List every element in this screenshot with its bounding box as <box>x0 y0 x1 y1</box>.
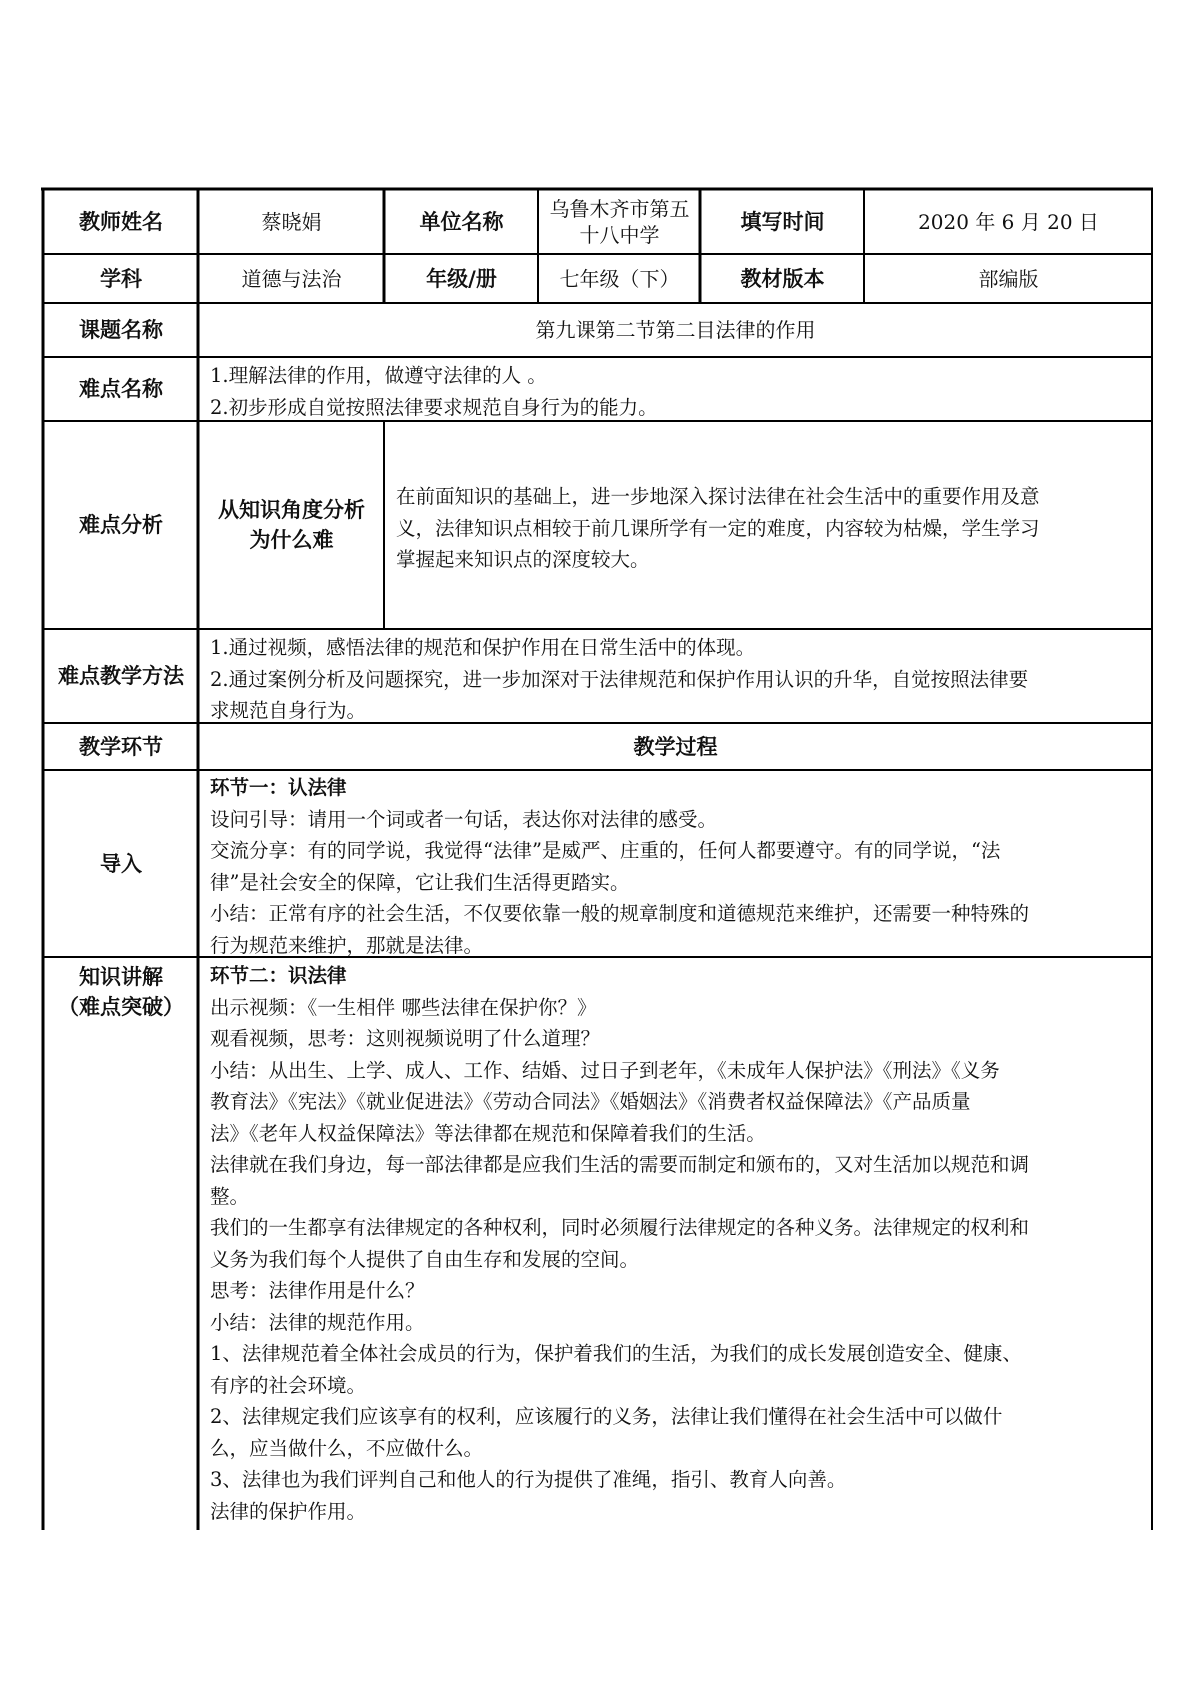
knowledge-line: 么，应当做什么，不应做什么。 <box>210 1436 484 1460</box>
grade-label: 年级/册 <box>426 266 497 291</box>
knowledge-line: 小结：从出生、上学、成人、工作、结婚、过日子到老年，《未成年人保护法》《刑法》《义务 <box>210 1058 1000 1082</box>
method-label: 难点教学方法 <box>58 664 184 688</box>
method-line: 2.通过案例分析及问题探究，进一步加深对于法律规范和保护作用认识的升华，自觉按照法律要 <box>210 667 1029 691</box>
fill-date-label: 填写时间 <box>740 210 825 234</box>
knowledge-line: 教育法》《宪法》《就业促进法》《劳动合同法》《婚姻法》《消费者权益保障法》《产品质量 <box>210 1090 971 1113</box>
difficulty-item: 2.初步形成自觉按照法律要求规范自身行为的能力。 <box>210 395 658 419</box>
analysis-text <box>396 481 1146 576</box>
intro-line: 行为规范来维护，那就是法律。 <box>210 933 484 957</box>
intro-line: 小结：正常有序的社会生活，不仅要依靠一般的规章制度和道德规范来维护，还需要一种特殊的 <box>210 902 1030 925</box>
difficulty-label: 难点名称 <box>79 377 163 401</box>
stage-header-label: 教学环节 <box>79 734 163 759</box>
analysis-sub-label-line1: 从知识角度分析 <box>218 498 365 522</box>
process-header-label: 教学过程 <box>633 734 718 759</box>
subject-label: 学科 <box>100 266 142 291</box>
analysis-sub-label-line2: 为什么难 <box>249 528 334 552</box>
knowledge-line: 义务为我们每个人提供了自由生存和发展的空间。 <box>210 1247 640 1271</box>
knowledge-line: 有序的社会环境。 <box>210 1373 367 1397</box>
knowledge-label-line1: 知识讲解 <box>79 965 163 989</box>
unit-name-label: 单位名称 <box>419 210 504 234</box>
intro-heading: 环节一：认法律 <box>210 776 347 799</box>
knowledge-label <box>45 962 197 1024</box>
intro-line: 设问引导：请用一个词或者一句话，表达你对法律的感受。 <box>210 807 718 831</box>
method-text <box>210 632 1145 727</box>
knowledge-line: 2、法律规定我们应该享有的权利，应该履行的义务，法律让我们懂得在社会生活中可以做什 <box>210 1405 1003 1428</box>
analysis-label: 难点分析 <box>79 513 163 537</box>
difficulty-list <box>210 360 1140 423</box>
knowledge-line: 小结：法律的规范作用。 <box>210 1310 425 1334</box>
difficulty-item: 1.理解法律的作用，做遵守法律的人 。 <box>210 364 547 387</box>
teacher-name-label: 教师姓名 <box>79 210 163 234</box>
knowledge-line: 3、法律也为我们评判自己和他人的行为提供了准绳，指引、教育人向善。 <box>210 1468 847 1491</box>
unit-name-line1: 乌鲁木齐市第五 <box>549 197 690 221</box>
topic-value: 第九课第二节第二目法律的作用 <box>535 318 816 342</box>
analysis-sub-label <box>200 422 383 628</box>
method-line: 1.通过视频，感悟法律的规范和保护作用在日常生活中的体现。 <box>210 636 756 659</box>
knowledge-line: 观看视频，思考：这则视频说明了什么道理？ <box>210 1027 601 1050</box>
knowledge-text <box>210 960 1145 1527</box>
knowledge-line: 思考：法律作用是什么？ <box>210 1279 425 1302</box>
edition-label: 教材版本 <box>740 266 825 291</box>
analysis-line: 义，法律知识点相较于前几课所学有一定的难度，内容较为枯燥，学生学习 <box>396 516 1040 540</box>
intro-text <box>210 772 1145 961</box>
subject-value: 道德与法治 <box>241 266 342 291</box>
teacher-name-value: 蔡晓娟 <box>261 210 322 234</box>
knowledge-line: 1、法律规范着全体社会成员的行为，保护着我们的生活，为我们的成长发展创造安全、健康、 <box>210 1342 1022 1365</box>
intro-label: 导入 <box>100 851 142 876</box>
topic-label: 课题名称 <box>79 318 163 342</box>
knowledge-line: 法》《老年人权益保障法》等法律都在规范和保障着我们的生活。 <box>210 1121 766 1145</box>
knowledge-heading: 环节二：识法律 <box>210 964 347 987</box>
unit-name-line2: 十八中学 <box>579 223 660 247</box>
method-line: 求规范自身行为。 <box>210 699 367 722</box>
knowledge-label-line2: （难点突破） <box>58 995 184 1019</box>
edition-value: 部编版 <box>978 266 1039 291</box>
analysis-line: 掌握起来知识点的深度较大。 <box>396 548 650 571</box>
intro-line: 律”是社会安全的保障，它让我们生活得更踏实。 <box>210 870 630 894</box>
analysis-line: 在前面知识的基础上，进一步地深入探讨法律在社会生活中的重要作用及意 <box>396 485 1040 508</box>
knowledge-line: 我们的一生都享有法律规定的各种权利，同时必须履行法律规定的各种义务。法律规定的权利和 <box>210 1216 1030 1239</box>
knowledge-line: 法律就在我们身边，每一部法律都是应我们生活的需要而制定和颁布的，又对生活加以规范和调 <box>210 1153 1030 1176</box>
knowledge-line: 法律的保护作用。 <box>210 1499 367 1523</box>
grade-value: 七年级（下） <box>559 266 680 291</box>
fill-date-value: 2020 年 6 月 20 日 <box>918 210 1099 234</box>
unit-name-value <box>540 191 699 253</box>
knowledge-line: 出示视频：《一生相伴 哪些法律在保护你？》 <box>210 995 597 1019</box>
knowledge-line: 整。 <box>210 1184 250 1208</box>
intro-line: 交流分享：有的同学说，我觉得“法律”是威严、庄重的，任何人都要遵守。有的同学说，“法 <box>210 839 1001 862</box>
